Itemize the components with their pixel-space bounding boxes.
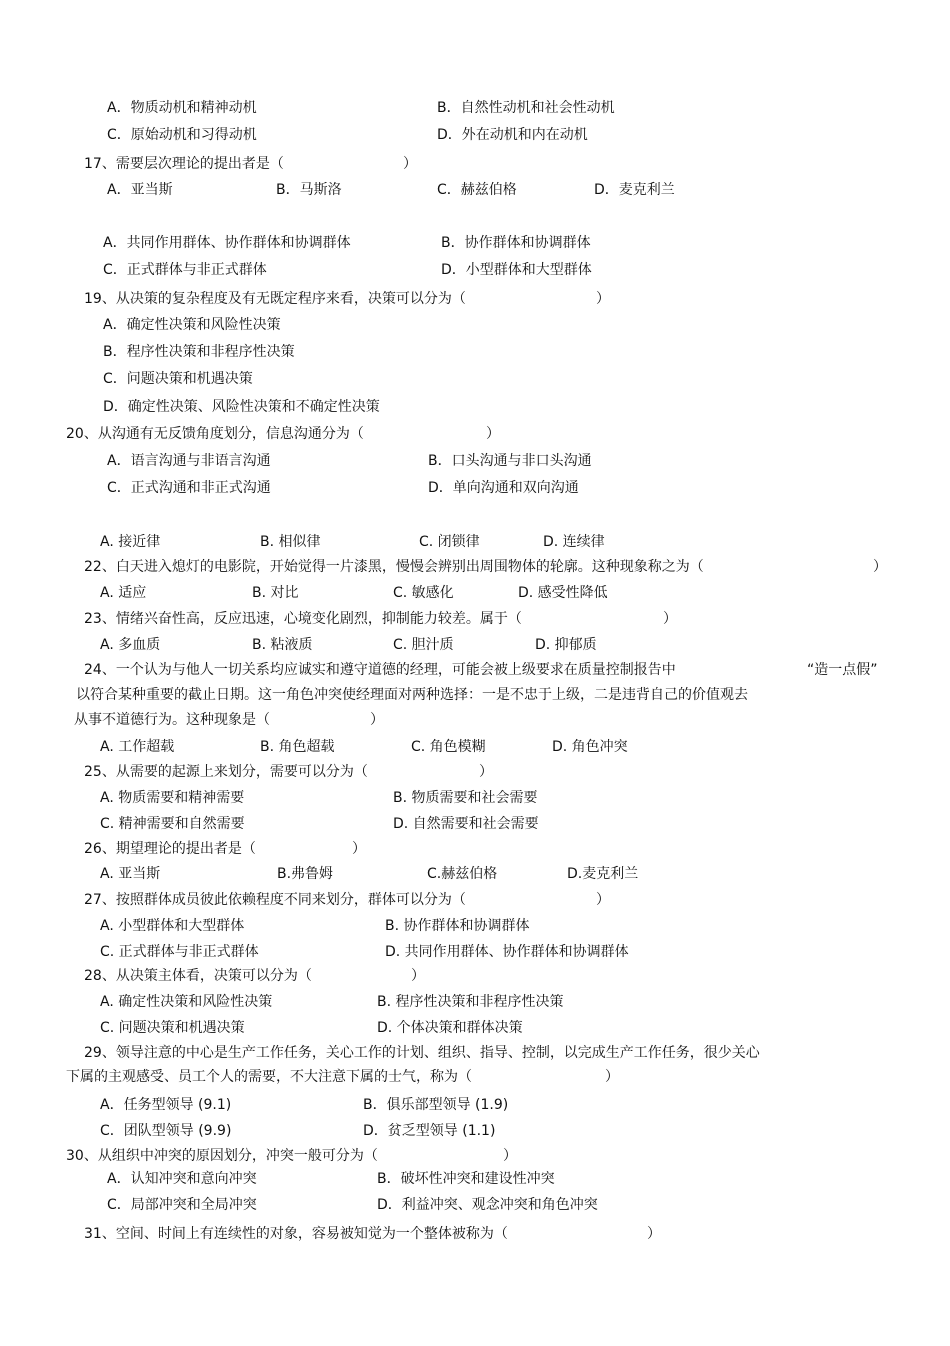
text-line-q30b: B．破坏性冲突和建设性冲突 <box>377 1171 555 1187</box>
text-line-q19c: C．问题决策和机遇决策 <box>103 371 253 387</box>
text-line-q24l2: 以符合某种重要的截止日期。这一角色冲突使经理面对两种选择：一是不忠于上级，二是违背自己的价值观去 <box>76 687 748 703</box>
text-line-q27d: D. 共同作用群体、协作群体和协调群体 <box>385 944 629 960</box>
text-line-q28: 28、从决策主体看，决策可以分为（ <box>84 968 312 984</box>
text-line-q19d: D．确定性决策、风险性决策和不确定性决策 <box>103 399 380 415</box>
text-line-q29c: C．团队型领导 (9.9) <box>100 1123 232 1139</box>
text-line-q29l2: 下属的主观感受、员工个人的需要，不大注意下属的士气，称为（ <box>66 1069 472 1085</box>
text-line-q30a: A．认知冲突和意向冲突 <box>107 1171 257 1187</box>
text-line-q25b: B. 物质需要和社会需要 <box>393 790 538 806</box>
text-line-q26b: B.弗鲁姆 <box>277 866 334 882</box>
text-line-q21c: C. 闭锁律 <box>419 534 480 550</box>
text-line-q28a: A. 确定性决策和风险性决策 <box>100 994 273 1010</box>
text-line-q22a: A. 适应 <box>100 585 147 601</box>
text-line-q27p: ） <box>596 892 610 908</box>
text-line-q24q: “造一点假” <box>807 662 878 678</box>
text-line-q29p: ） <box>605 1069 619 1085</box>
text-line-q27: 27、按照群体成员彼此依赖程度不同来划分，群体可以分为（ <box>84 892 466 908</box>
text-line-q20a: A．语言沟通与非语言沟通 <box>107 453 271 469</box>
text-line-q18c: C．正式群体与非正式群体 <box>103 262 267 278</box>
text-line-q24p: ） <box>370 712 384 728</box>
text-line-q16b: B．自然性动机和社会性动机 <box>437 100 615 116</box>
text-line-q30c: C．局部冲突和全局冲突 <box>107 1197 257 1213</box>
text-line-q25: 25、从需要的起源上来划分，需要可以分为（ <box>84 764 368 780</box>
text-line-q29d: D．贫乏型领导 (1.1) <box>363 1123 496 1139</box>
text-line-q26: 26、期望理论的提出者是（ <box>84 841 256 857</box>
text-line-q22p: ） <box>873 559 887 575</box>
text-line-q28p: ） <box>411 968 425 984</box>
text-line-q17d: D．麦克利兰 <box>594 182 675 198</box>
text-line-q19p: ） <box>596 291 610 307</box>
text-line-q17a: A．亚当斯 <box>107 182 173 198</box>
text-line-q20b: B．口头沟通与非口头沟通 <box>428 453 592 469</box>
text-line-q27b: B. 协作群体和协调群体 <box>385 918 530 934</box>
text-line-q26a: A. 亚当斯 <box>100 866 161 882</box>
text-line-q24l3: 从事不道德行为。这种现象是（ <box>74 712 270 728</box>
text-line-q30: 30、从组织中冲突的原因划分，冲突一般可分为（ <box>66 1148 378 1164</box>
text-line-q22: 22、白天进入熄灯的电影院，开始觉得一片漆黑，慢慢会辨别出周围物体的轮廓。这种现象称之为（ <box>84 559 704 575</box>
text-line-q23a: A. 多血质 <box>100 637 161 653</box>
text-line-q25c: C. 精神需要和自然需要 <box>100 816 245 832</box>
text-line-q19: 19、从决策的复杂程度及有无既定程序来看，决策可以分为（ <box>84 291 466 307</box>
text-line-q28d: D. 个体决策和群体决策 <box>377 1020 523 1036</box>
text-line-q23d: D. 抑郁质 <box>535 637 597 653</box>
text-line-q19b: B．程序性决策和非程序性决策 <box>103 344 295 360</box>
text-line-q20d: D．单向沟通和双向沟通 <box>428 480 579 496</box>
text-line-q22c: C. 敏感化 <box>393 585 454 601</box>
text-line-q20p: ） <box>486 426 500 442</box>
text-line-q28b: B. 程序性决策和非程序性决策 <box>377 994 564 1010</box>
text-line-q30p: ） <box>503 1148 517 1164</box>
text-line-q27a: A. 小型群体和大型群体 <box>100 918 245 934</box>
text-line-q31p: ） <box>647 1226 661 1242</box>
text-line-q25p: ） <box>479 764 493 780</box>
text-line-q18a: A．共同作用群体、协作群体和协调群体 <box>103 235 351 251</box>
text-line-q24a: A. 工作超载 <box>100 739 175 755</box>
text-line-q17: 17、需要层次理论的提出者是（ <box>84 156 284 172</box>
text-line-q23b: B. 粘液质 <box>252 637 313 653</box>
text-line-q26d: D.麦克利兰 <box>567 866 639 882</box>
text-line-q18b: B．协作群体和协调群体 <box>441 235 591 251</box>
text-line-q26c: C.赫兹伯格 <box>427 866 498 882</box>
text-line-q23c: C. 胆汁质 <box>393 637 454 653</box>
text-line-q17b: B．马斯洛 <box>276 182 342 198</box>
text-line-q25a: A. 物质需要和精神需要 <box>100 790 245 806</box>
text-line-q22d: D. 感受性降低 <box>518 585 608 601</box>
text-line-q17p: ） <box>403 156 417 172</box>
text-line-q21b: B. 相似律 <box>260 534 321 550</box>
text-line-q30d: D．利益冲突、观念冲突和角色冲突 <box>377 1197 598 1213</box>
text-line-q20c: C．正式沟通和非正式沟通 <box>107 480 271 496</box>
text-line-q21d: D. 连续律 <box>543 534 605 550</box>
text-line-q24c: C. 角色模糊 <box>411 739 486 755</box>
text-line-q27c: C. 正式群体与非正式群体 <box>100 944 259 960</box>
text-line-q23: 23、情绪兴奋性高，反应迅速，心境变化剧烈，抑制能力较差。属于（ <box>84 611 522 627</box>
text-line-q29a: A．任务型领导 (9.1) <box>100 1097 232 1113</box>
text-line-q22b: B. 对比 <box>252 585 299 601</box>
text-line-q31: 31、空间、时间上有连续性的对象，容易被知觉为一个整体被称为（ <box>84 1226 508 1242</box>
text-line-q23p: ） <box>663 611 677 627</box>
text-line-q16a: A．物质动机和精神动机 <box>107 100 257 116</box>
text-line-q26p: ） <box>352 841 366 857</box>
text-line-q24d: D. 角色冲突 <box>552 739 628 755</box>
text-line-q24: 24、一个认为与他人一切关系均应诚实和遵守道德的经理，可能会被上级要求在质量控制报告中 <box>84 662 676 678</box>
text-line-q24b: B. 角色超载 <box>260 739 335 755</box>
text-line-q28c: C. 问题决策和机遇决策 <box>100 1020 245 1036</box>
text-line-q19a: A．确定性决策和风险性决策 <box>103 317 281 333</box>
text-line-q20: 20、从沟通有无反馈角度划分，信息沟通分为（ <box>66 426 364 442</box>
text-line-q25d: D. 自然需要和社会需要 <box>393 816 539 832</box>
text-line-q17c: C．赫兹伯格 <box>437 182 517 198</box>
text-line-q16d: D．外在动机和内在动机 <box>437 127 588 143</box>
text-line-q29: 29、领导注意的中心是生产工作任务，关心工作的计划、组织、指导、控制，以完成生产工作任务，很少关心 <box>84 1045 760 1061</box>
text-line-q21a: A. 接近律 <box>100 534 161 550</box>
text-line-q29b: B．俱乐部型领导 (1.9) <box>363 1097 509 1113</box>
text-line-q18d: D．小型群体和大型群体 <box>441 262 592 278</box>
text-line-q16c: C．原始动机和习得动机 <box>107 127 257 143</box>
